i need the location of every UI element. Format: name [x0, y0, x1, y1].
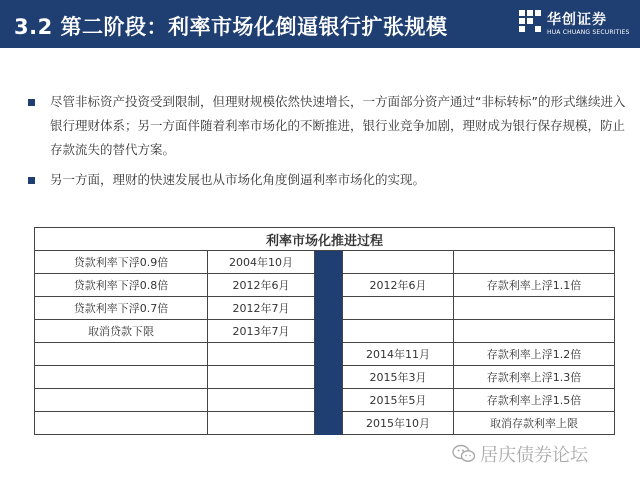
bullet-item	[28, 90, 628, 162]
divider-cell	[315, 389, 343, 412]
loan-date-cell: 2012年6月	[208, 274, 315, 297]
loan-date-cell	[208, 366, 315, 389]
divider-cell	[315, 251, 343, 274]
loan-event-cell	[35, 343, 208, 366]
deposit-date-cell	[343, 251, 454, 274]
bullet-item	[28, 168, 628, 192]
table-title-row	[35, 228, 615, 251]
table-row	[35, 343, 615, 366]
deposit-date-cell: 2012年6月	[343, 274, 454, 297]
deposit-event-cell: 存款利率上浮1.2倍	[454, 343, 615, 366]
divider-cell	[315, 412, 343, 435]
deposit-date-cell: 2014年11月	[343, 343, 454, 366]
deposit-event-cell: 取消存款利率上限	[454, 412, 615, 435]
header-bar	[0, 0, 640, 48]
table-row	[35, 251, 615, 274]
bullet-square-icon	[28, 177, 35, 184]
company-logo	[517, 8, 635, 42]
deposit-date-cell	[343, 320, 454, 343]
loan-date-cell	[208, 412, 315, 435]
loan-date-cell	[208, 343, 315, 366]
wechat-icon	[452, 444, 476, 464]
loan-event-cell: 取消贷款下限	[35, 320, 208, 343]
table-row	[35, 274, 615, 297]
deposit-date-cell: 2015年3月	[343, 366, 454, 389]
loan-event-cell: 贷款利率下浮0.8倍	[35, 274, 208, 297]
table-row	[35, 297, 615, 320]
table-title: 利率市场化推进过程	[35, 228, 615, 251]
bullet-list	[28, 90, 628, 198]
rate-liberalization-table	[34, 227, 614, 435]
table-row	[35, 320, 615, 343]
loan-event-cell: 贷款利率下浮0.7倍	[35, 297, 208, 320]
loan-event-cell: 贷款利率下浮0.9倍	[35, 251, 208, 274]
deposit-event-cell	[454, 251, 615, 274]
table-row	[35, 366, 615, 389]
loan-date-cell	[208, 389, 315, 412]
loan-date-cell: 2004年10月	[208, 251, 315, 274]
deposit-date-cell: 2015年10月	[343, 412, 454, 435]
deposit-event-cell	[454, 320, 615, 343]
deposit-event-cell: 存款利率上浮1.1倍	[454, 274, 615, 297]
logo-english-name: HUA CHUANG SECURITIES	[547, 29, 630, 36]
deposit-date-cell	[343, 297, 454, 320]
deposit-event-cell: 存款利率上浮1.3倍	[454, 366, 615, 389]
loan-event-cell	[35, 412, 208, 435]
deposit-event-cell	[454, 297, 615, 320]
watermark-text: 居庆债券论坛	[480, 445, 588, 466]
watermark	[452, 438, 638, 472]
deposit-date-cell: 2015年5月	[343, 389, 454, 412]
divider-cell	[315, 320, 343, 343]
bullet-square-icon	[28, 99, 35, 106]
loan-date-cell: 2013年7月	[208, 320, 315, 343]
page-title: 3.2 第二阶段：利率市场化倒逼银行扩张规模	[14, 15, 448, 39]
loan-date-cell: 2012年7月	[208, 297, 315, 320]
logo-mark-icon	[517, 8, 543, 36]
divider-cell	[315, 366, 343, 389]
divider-cell	[315, 297, 343, 320]
deposit-event-cell: 存款利率上浮1.5倍	[454, 389, 615, 412]
table-row	[35, 389, 615, 412]
loan-event-cell	[35, 389, 208, 412]
divider-cell	[315, 343, 343, 366]
table-row	[35, 412, 615, 435]
loan-event-cell	[35, 366, 208, 389]
bullet-text: 另一方面，理财的快速发展也从市场化角度倒逼利率市场化的实现。	[50, 172, 426, 187]
bullet-text: 尽管非标资产投资受到限制，但理财规模依然快速增长，一方面部分资产通过“非标转标”的形式继续进入银行理财体系；另一方面伴随着利率市场化的不断推进，银行业竞争加剧，理财成为银行保存规模，防止存款流失的替代方案。	[50, 94, 626, 157]
logo-chinese-name: 华创证券	[547, 12, 607, 28]
divider-cell	[315, 274, 343, 297]
